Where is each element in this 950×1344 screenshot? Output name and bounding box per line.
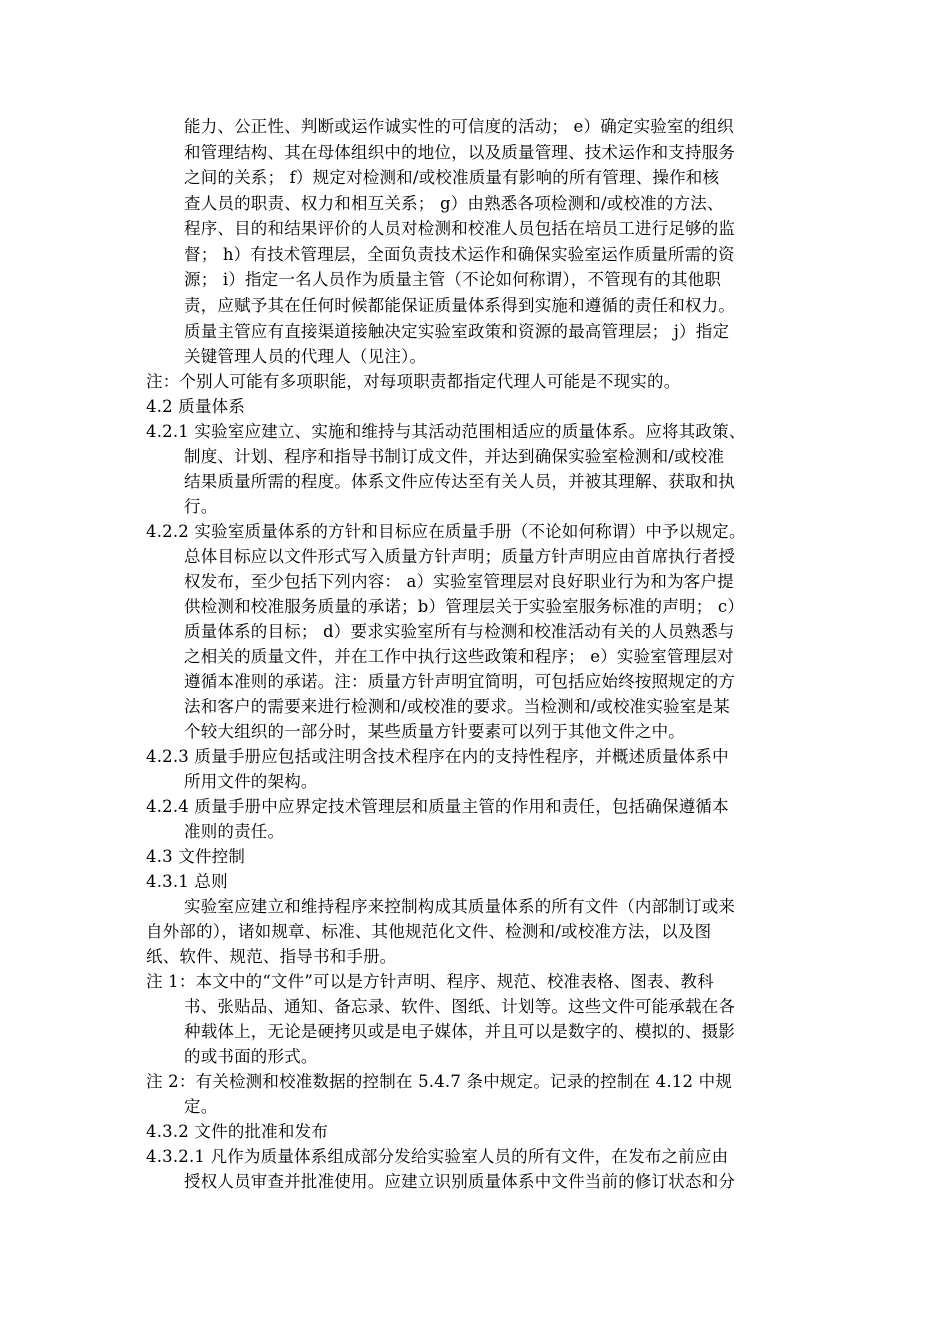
text-line: 种载体上，无论是硬拷贝或是电子媒体，并且可以是数字的、模拟的、摄影	[184, 1022, 736, 1041]
clause-line: 4.2.1 实验室应建立、实施和维持与其活动范围相适应的质量体系。应将其政策、	[146, 422, 746, 441]
section-heading: 4.2 质量体系	[146, 397, 246, 416]
text-line: 质量主管应有直接渠道接触决定实验室政策和资源的最高管理层； j）指定	[184, 322, 730, 341]
text-line: 自外部的），诸如规章、标准、其他规范化文件、检测和/或校准方法，以及图	[146, 922, 712, 941]
clause-line: 4.3.2.1 凡作为质量体系组成部分发给实验室人员的所有文件，在发布之前应由	[146, 1147, 729, 1166]
text-line: 能力、公正性、判断或运作诚实性的可信度的活动； e）确定实验室的组织	[184, 117, 734, 136]
subsection-heading: 4.3.1 总则	[146, 872, 228, 891]
text-line: 督； h）有技术管理层，全面负责技术运作和确保实验室运作质量所需的资	[184, 245, 735, 264]
text-line: 准则的责任。	[184, 822, 285, 841]
text-line: 之间的关系； f）规定对检测和/或校准质量有影响的所有管理、操作和核	[184, 168, 720, 187]
text-line: 法和客户的需要来进行检测和/或校准的要求。当检测和/或校准实验室是某	[184, 697, 730, 716]
text-line: 遵循本准则的承诺。注：质量方针声明宜简明，可包括应始终按照规定的方	[184, 672, 736, 691]
text-line: 查人员的职责、权力和相互关系； g）由熟悉各项检测和/或校准的方法、	[184, 194, 724, 213]
section-heading: 4.3 文件控制	[146, 847, 246, 866]
note-line: 注 2：有关检测和校准数据的控制在 5.4.7 条中规定。记录的控制在 4.12 中规	[146, 1072, 733, 1091]
text-line: 定。	[184, 1097, 218, 1116]
text-line: 书、张贴品、通知、备忘录、软件、图纸、计划等。这些文件可能承载在各	[184, 997, 736, 1016]
text-line: 纸、软件、规范、指导书和手册。	[146, 947, 397, 966]
text-line: 权发布，至少包括下列内容： a）实验室管理层对良好职业行为和为客户提	[184, 572, 734, 591]
text-line: 授权人员审查并批准使用。应建立识别质量体系中文件当前的修订状态和分	[184, 1172, 736, 1191]
note-line: 注 1：本文中的“文件”可以是方针声明、程序、规范、校准表格、图表、教科	[146, 972, 714, 991]
text-line: 实验室应建立和维持程序来控制构成其质量体系的所有文件（内部制订或来	[184, 897, 736, 916]
text-line: 总体目标应以文件形式写入质量方针声明；质量方针声明应由首席执行者授	[184, 547, 736, 566]
clause-line: 4.2.4 质量手册中应界定技术管理层和质量主管的作用和责任，包括确保遵循本	[146, 797, 729, 816]
subsection-heading: 4.3.2 文件的批准和发布	[146, 1122, 329, 1141]
text-line: 行。	[184, 497, 218, 516]
text-line: 之相关的质量文件，并在工作中执行这些政策和程序； e）实验室管理层对	[184, 647, 734, 666]
text-line: 责，应赋予其在任何时候都能保证质量体系得到实施和遵循的责任和权力。	[184, 296, 736, 315]
text-line: 制度、计划、程序和指导书制订成文件，并达到确保实验室检测和/或校准	[184, 447, 725, 466]
text-line: 源； i）指定一名人员作为质量主管（不论如何称谓），不管现有的其他职	[184, 270, 722, 289]
text-line: 关键管理人员的代理人（见注）。	[184, 347, 427, 366]
note-line: 注：个别人可能有多项职能，对每项职责都指定代理人可能是不现实的。	[146, 372, 681, 391]
text-line: 和管理结构、其在母体组织中的地位，以及质量管理、技术运作和支持服务	[184, 143, 736, 162]
text-line: 程序、目的和结果评价的人员对检测和校准人员包括在培员工进行足够的监	[184, 219, 736, 238]
clause-line: 4.2.2 实验室质量体系的方针和目标应在质量手册（不论如何称谓）中予以规定。	[146, 522, 746, 541]
text-line: 质量体系的目标； d）要求实验室所有与检测和校准活动有关的人员熟悉与	[184, 622, 735, 641]
text-line: 所用文件的架构。	[184, 772, 318, 791]
text-line: 个较大组织的一部分时，某些质量方针要素可以列于其他文件之中。	[184, 722, 685, 741]
clause-line: 4.2.3 质量手册应包括或注明含技术程序在内的支持性程序，并概述质量体系中	[146, 747, 729, 766]
text-line: 供检测和校准服务质量的承诺；b）管理层关于实验室服务标准的声明； c）	[184, 597, 745, 616]
text-line: 结果质量所需的程度。体系文件应传达至有关人员，并被其理解、获取和执	[184, 472, 736, 491]
text-line: 的或书面的形式。	[184, 1047, 318, 1066]
